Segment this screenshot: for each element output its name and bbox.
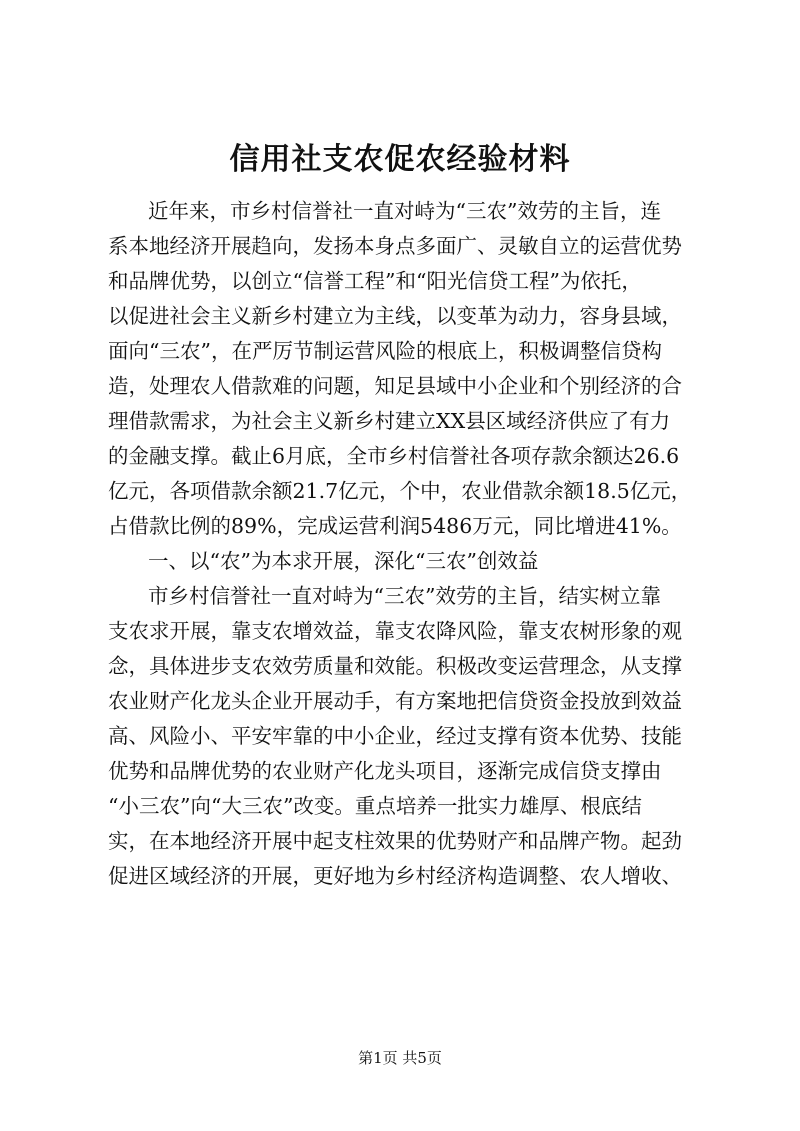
paragraph-line-13: 念，具体进步支农效劳质量和效能。积极改变运营理念，从支撑 — [108, 654, 682, 678]
paragraph-line-2: 系本地经济开展趋向，发扬本身点多面广、灵敏自立的运营优势 — [108, 234, 682, 258]
document-title: 信用社支农促农经验材料 — [229, 142, 571, 177]
paragraph-line-8: 的金融支撑。截止6月底，全市乡村信誉社各项存款余额达26.6 — [108, 444, 680, 468]
paragraph-line-7: 理借款需求，为社会主义新乡村建立XX县区域经济供应了有力 — [108, 409, 671, 433]
section-heading: 一、以“农”为本求开展，深化“三农”创效益 — [148, 549, 539, 573]
paragraph-line-18: 实，在本地经济开展中起支柱效果的优势财产和品牌产物。起劲 — [108, 829, 682, 853]
paragraph-line-14: 农业财产化龙头企业开展动手，有方案地把信贷资金投放到效益 — [108, 689, 682, 713]
paragraph-line-9: 亿元，各项借款余额21.7亿元，个中，农业借款余额18.5亿元， — [108, 479, 692, 503]
paragraph-line-3: 和品牌优势，以创立“信誉工程”和“阳光信贷工程”为依托， — [108, 269, 642, 293]
paragraph-line-10: 占借款比例的89%，完成运营利润5486万元，同比增进41%。 — [108, 514, 682, 538]
page-footer: 第1页 共5页 — [358, 1049, 442, 1067]
paragraph-line-19: 促进区域经济的开展，更好地为乡村经济构造调整、农人增收、 — [108, 864, 682, 888]
paragraph-line-5: 面向“三农”，在严厉节制运营风险的根底上，积极调整信贷构 — [108, 339, 662, 363]
paragraph-line-15: 高、风险小、平安牢靠的中小企业，经过支撑有资本优势、技能 — [108, 724, 682, 748]
paragraph-line-17: “小三农”向“大三农”改变。重点培养一批实力雄厚、根底结 — [108, 794, 642, 818]
paragraph-line-12: 支农求开展，靠支农增效益，靠支农降风险，靠支农树形象的观 — [108, 619, 682, 643]
paragraph-line-1: 近年来，市乡村信誉社一直对峙为“三农”效劳的主旨，连 — [148, 199, 661, 223]
paragraph-line-11: 市乡村信誉社一直对峙为“三农”效劳的主旨，结实树立靠 — [148, 584, 661, 608]
paragraph-line-4: 以促进社会主义新乡村建立为主线，以变革为动力，容身县域， — [108, 304, 682, 328]
paragraph-line-6: 造，处理农人借款难的问题，知足县域中小企业和个别经济的合 — [108, 374, 682, 398]
paragraph-line-16: 优势和品牌优势的农业财产化龙头项目，逐渐完成信贷支撑由 — [108, 759, 662, 783]
